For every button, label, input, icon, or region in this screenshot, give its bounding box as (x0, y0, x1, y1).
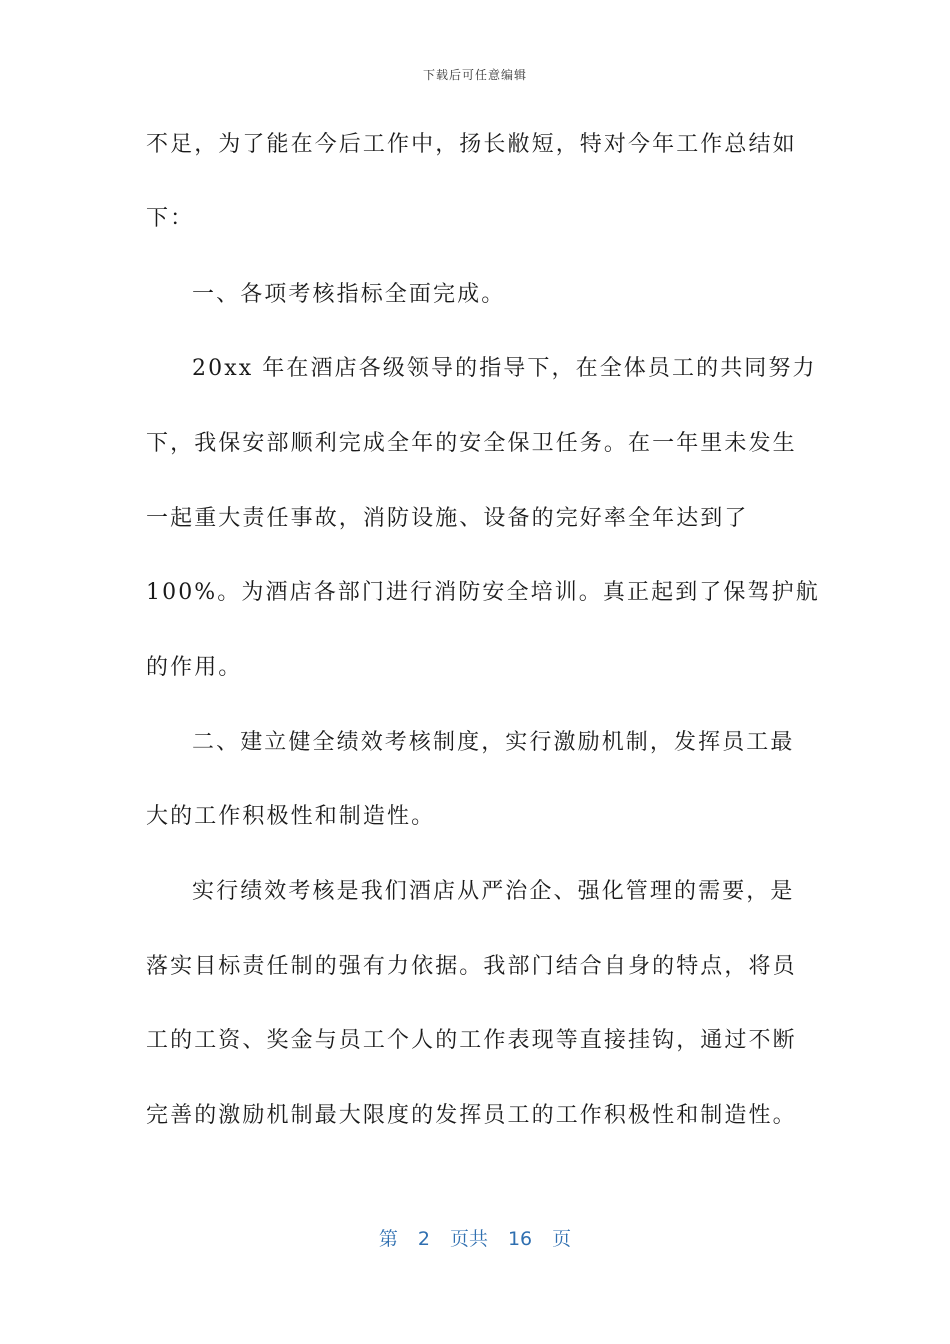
footer-suffix: 页 (552, 1228, 572, 1250)
page-header-note: 下载后可任意编辑 (422, 68, 527, 82)
text-line: 大的工作积极性和制造性。 (146, 804, 436, 829)
text-line: 一起重大责任事故，消防设施、设备的完好率全年达到了 (146, 506, 749, 531)
current-page-number: 2 (417, 1228, 430, 1250)
text-line: 实行绩效考核是我们酒店从严治企、强化管理的需要，是 (192, 879, 795, 904)
text-line: 下： (146, 206, 195, 231)
footer-middle: 页共 (449, 1228, 488, 1250)
section-heading: 二、建立健全绩效考核制度，实行激励机制，发挥员工最 (192, 730, 795, 755)
text-line: 的作用。 (146, 655, 243, 680)
section-heading: 一、各项考核指标全面完成。 (192, 282, 506, 307)
text-line: 完善的激励机制最大限度的发挥员工的工作积极性和制造性。 (146, 1103, 797, 1128)
text-line: 不足，为了能在今后工作中，扬长敝短，特对今年工作总结如 (146, 132, 797, 157)
text-line: 工的工资、奖金与员工个人的工作表现等直接挂钩，通过不断 (146, 1028, 797, 1053)
total-pages-number: 16 (507, 1228, 533, 1250)
footer-prefix: 第 (378, 1228, 398, 1250)
text-line: 100%。为酒店各部门进行消防安全培训。真正起到了保驾护航 (146, 580, 820, 605)
text-line: 20xx 年在酒店各级领导的指导下，在全体员工的共同努力 (192, 356, 817, 381)
text-line: 下，我保安部顺利完成全年的安全保卫任务。在一年里未发生 (146, 431, 797, 456)
text-line: 落实目标责任制的强有力依据。我部门结合自身的特点，将员 (146, 954, 797, 979)
page-number-footer (0, 1224, 950, 1251)
